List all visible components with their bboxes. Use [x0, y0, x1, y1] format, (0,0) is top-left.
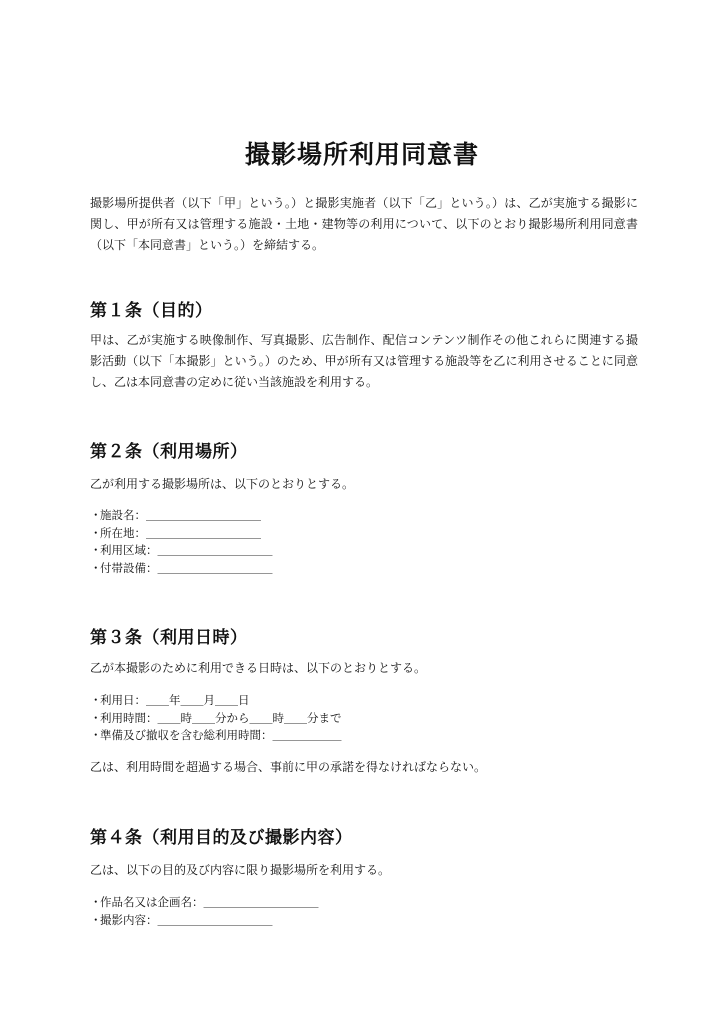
- bullet-mark: ・: [90, 895, 102, 909]
- item-text: 利用区域：＿＿＿＿＿＿＿＿＿＿: [100, 543, 273, 557]
- article-4-heading: 第４条（利用目的及び撮影内容）: [90, 828, 353, 848]
- article-4-list: [90, 894, 319, 929]
- article-3-body: 乙が本撮影のために利用できる日時は、以下のとおりとする。: [90, 661, 427, 675]
- item-text: 撮影内容：＿＿＿＿＿＿＿＿＿＿: [100, 912, 273, 927]
- article-4-body: 乙は、以下の目的及び内容に限り撮影場所を利用する。: [90, 863, 391, 877]
- intro-paragraph: 撮影場所提供者（以下「甲」という。）と撮影実施者（以下「乙」という。）は、乙が実施する撮影に関し、甲が所有又は管理する施設・土地・建物等の利用について、以下のとおり撮影場所利用同意書（以下「本同意書」という。）を締結する。: [90, 196, 638, 252]
- bullet-mark: ・: [90, 560, 102, 575]
- list-item: [90, 525, 273, 543]
- bullet-mark: ・: [90, 508, 102, 522]
- list-item: [90, 912, 319, 930]
- article-2-list: [90, 507, 273, 577]
- bullet-mark: ・: [90, 912, 102, 927]
- bullet-mark: ・: [90, 728, 102, 742]
- article-3-note: 乙は、利用時間を超過する場合、事前に甲の承諾を得なければならない。: [90, 760, 487, 774]
- article-1-body: 甲は、乙が実施する映像制作、写真撮影、広告制作、配信コンテンツ制作その他これらに関連する撮影活動（以下「本撮影」という。）のため、甲が所有又は管理する施設等を乙に利用させることに同意し、乙は本同意書の定めに従い当該施設を利用する。: [90, 333, 638, 389]
- document-title: 撮影場所利用同意書: [244, 139, 479, 169]
- item-text: 利用日：＿＿年＿＿月＿＿日: [100, 693, 250, 707]
- item-text: 準備及び撤収を含む総利用時間：＿＿＿＿＿＿: [100, 728, 342, 742]
- list-item: [90, 542, 273, 560]
- list-item: [90, 727, 342, 745]
- article-2-body: 乙が利用する撮影場所は、以下のとおりとする。: [90, 477, 355, 491]
- item-text: 所在地：＿＿＿＿＿＿＿＿＿＿: [100, 525, 261, 540]
- item-text: 利用時間：＿＿時＿＿分から＿＿時＿＿分まで: [100, 710, 342, 725]
- list-item: [90, 692, 342, 710]
- list-item: [90, 710, 342, 728]
- list-item: [90, 560, 273, 578]
- bullet-mark: ・: [90, 525, 102, 540]
- item-text: 施設名：＿＿＿＿＿＿＿＿＿＿: [100, 508, 261, 522]
- article-3-heading: 第３条（利用日時）: [90, 628, 248, 648]
- item-text: 付帯設備：＿＿＿＿＿＿＿＿＿＿: [100, 560, 273, 575]
- article-1-heading: 第１条（目的）: [90, 301, 213, 321]
- list-item: [90, 894, 319, 912]
- article-2-heading: 第２条（利用場所）: [90, 442, 248, 462]
- bullet-mark: ・: [90, 543, 102, 557]
- bullet-mark: ・: [90, 693, 102, 707]
- item-text: 作品名又は企画名：＿＿＿＿＿＿＿＿＿＿: [100, 895, 319, 909]
- article-3-list: [90, 692, 342, 745]
- list-item: [90, 507, 273, 525]
- bullet-mark: ・: [90, 710, 102, 725]
